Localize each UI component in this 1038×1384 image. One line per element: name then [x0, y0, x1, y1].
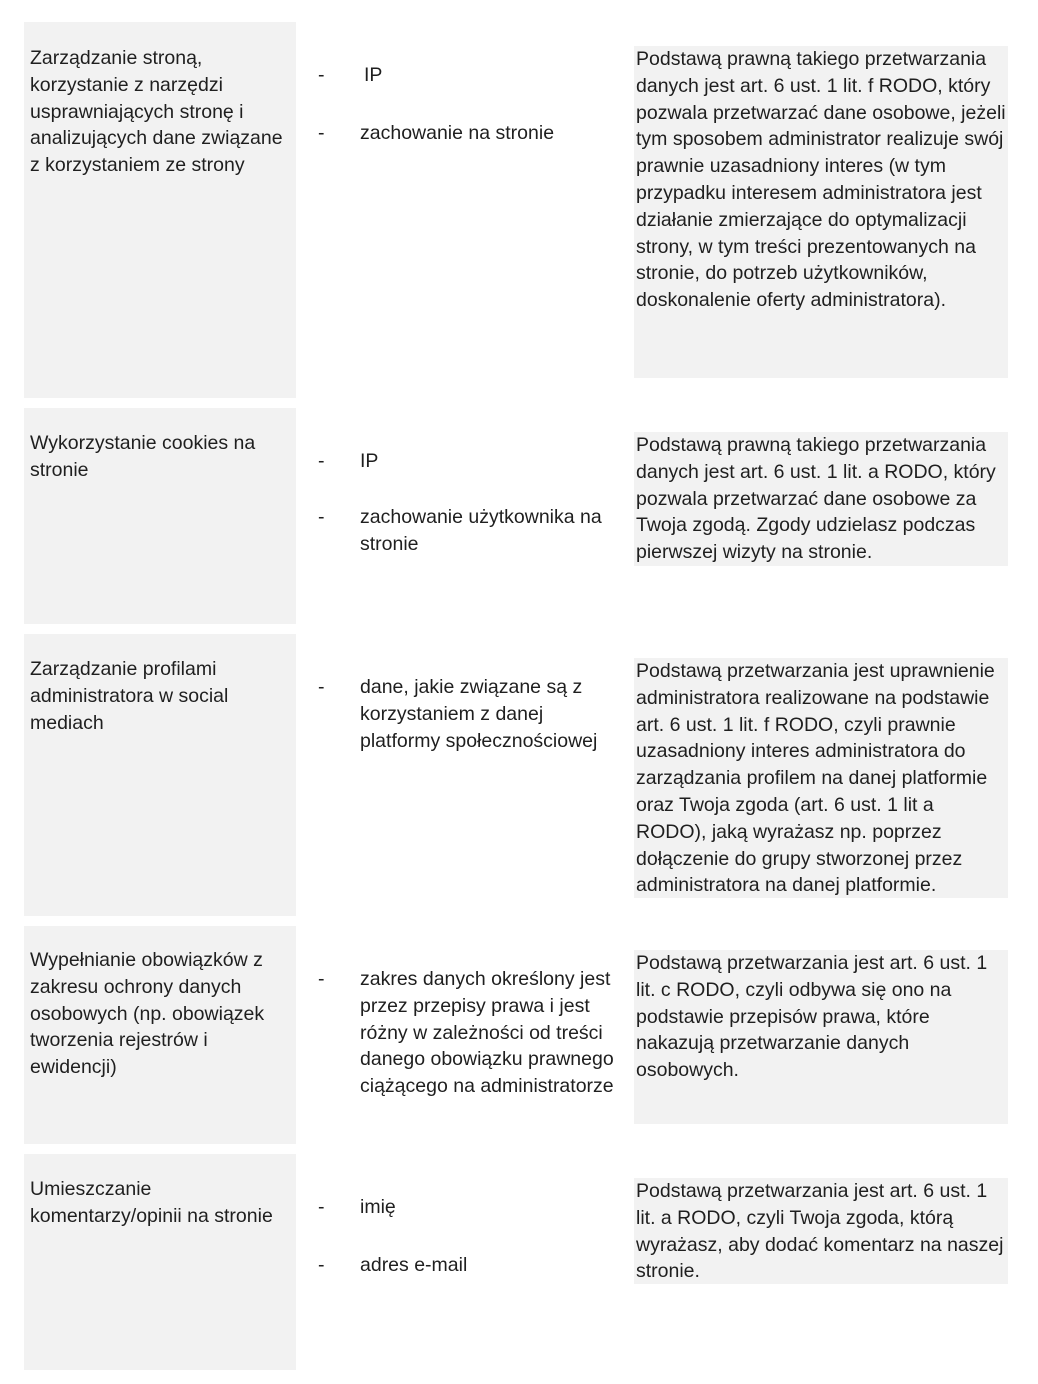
list-dash: -: [318, 122, 325, 144]
legal-basis-cell: [634, 432, 1008, 566]
data-item-text: IP: [364, 64, 383, 86]
legal-basis-cell: [634, 950, 1008, 1124]
legal-basis-cell: [634, 658, 1008, 898]
list-dash: -: [318, 1254, 325, 1276]
purpose-text: Umieszczanie komentarzy/opinii na stronie: [30, 1178, 273, 1227]
legal-basis-text: Podstawą przetwarzania jest art. 6 ust. 1 lit. c RODO, czyli odbywa się ono na podstawie przepisów prawa, które nakazują przetwarzanie danych osobowych.: [636, 952, 988, 1082]
legal-basis-cell: [634, 1178, 1008, 1284]
list-dash: -: [318, 506, 325, 528]
data-item-text: adres e-mail: [360, 1254, 468, 1276]
purpose-text: Zarządzanie stroną, korzystanie z narzędzi usprawniających stronę i analizujących dane związane z korzystaniem ze strony: [30, 47, 283, 177]
purpose-cell: [24, 22, 296, 398]
data-item-text: zakres danych określony jest przez przepisy prawa i jest różny w zależności od treści danego obowiązku prawnego ciążącego na administratorze: [360, 968, 614, 1098]
data-item-text: zachowanie na stronie: [360, 122, 555, 144]
legal-basis-text: Podstawą prawną takiego przetwarzania danych jest art. 6 ust. 1 lit. f RODO, który pozwala przetwarzać dane osobowe, jeżeli tym sposobem administrator realizuje swój prawnie uzasadniony interes (w tym przypadku interesem administratora jest działanie zmierzające do optymalizacji strony, w tym treści prezentowanych na stronie, do potrzeb użytkowników, doskonalenie oferty administratora).: [636, 48, 1006, 312]
purpose-cell: [24, 634, 296, 916]
purpose-cell: [24, 408, 296, 624]
list-dash: -: [318, 64, 325, 86]
legal-basis-text: Podstawą przetwarzania jest art. 6 ust. 1 lit. a RODO, czyli Twoja zgoda, którą wyrażasz, aby dodać komentarz na naszej stronie.: [636, 1180, 1004, 1283]
purpose-text: Wykorzystanie cookies na stronie: [30, 432, 256, 481]
legal-basis-text: Podstawą przetwarzania jest uprawnienie administratora realizowane na podstawie art. 6 ust. 1 lit. f RODO, czyli prawnie uzasadniony interes administratora do zarządzania profilem na danej platformie oraz Twoja zgoda (art. 6 ust. 1 lit a RODO), jaką wyrażasz np. poprzez dołączenie do grupy stworzonej przez administratora na danej platformie.: [636, 660, 995, 897]
purpose-text: Zarządzanie profilami administratora w social mediach: [30, 658, 229, 734]
legal-basis-text: Podstawą prawną takiego przetwarzania danych jest art. 6 ust. 1 lit. a RODO, który pozwala przetwarzać dane osobowe za Twoja zgodą. Zgody udzielasz podczas pierwszej wizyty na stronie.: [636, 434, 996, 564]
list-dash: -: [318, 676, 325, 698]
data-item-text: dane, jakie związane są z korzystaniem z danej platformy społecznościowej: [360, 676, 598, 752]
data-item-text: imię: [360, 1196, 396, 1218]
purpose-cell: [24, 1154, 296, 1370]
purpose-cell: [24, 926, 296, 1144]
list-dash: -: [318, 450, 325, 472]
list-dash: -: [318, 968, 325, 990]
purpose-text: Wypełnianie obowiązków z zakresu ochrony danych osobowych (np. obowiązek tworzenia rejestrów i ewidencji): [30, 949, 265, 1079]
legal-basis-cell: [634, 46, 1008, 378]
data-item-text: IP: [360, 450, 379, 472]
data-item-text: zachowanie użytkownika na stronie: [360, 506, 602, 555]
list-dash: -: [318, 1196, 325, 1218]
